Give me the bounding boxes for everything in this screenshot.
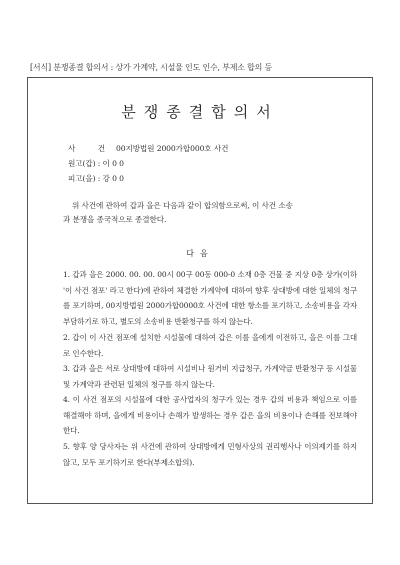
clause-3: 3. 갑과 을은 서로 상대방에 대하여 시설비나 원거비 지급청구, 가계약금 반환청구 등 시설물 및 가계약과 관련된 일체의 청구를 하지 않는다. (63, 364, 357, 389)
intro-line-1: 위 사건에 관하여 갑과 을은 다음과 같이 합의함으로써, 이 사건 소송 (72, 201, 293, 210)
clause-2: 2. 갑이 이 사건 점포에 설치한 시설물에 대하여 갑은 이를 을에게 이전하고, 을은 이를 그대로 인수한다. (63, 333, 357, 358)
clause-1: 1. 갑과 을은 2000. 00. 00. 00시 00구 00동 000-0 소재 0층 건물 중 지상 0층 상가(이하 '이 사건 점포' 라고 한다)에 관하여 체결한 가계약에 대하여 향후 상대방에 대한 일체의 청구를 포기하며, 00지방법원 2000가합0000호 사건에 대한 항소를 포기하고, 소송비용을 각자 부담하기로 하고, 별도의 소송비용 반환청구를 하지 않는다. (63, 270, 357, 326)
case-label (68, 143, 115, 154)
intro-line-2: 과 분쟁을 종국적으로 종결한다. (63, 215, 167, 224)
document-title: 분쟁종결합의서 (121, 103, 279, 121)
plaintiff-line: 원고(갑) : 이 0 0 (68, 159, 124, 168)
clause-5: 5. 향후 양 당사자는 위 사건에 관하여 상대방에게 민형사상의 권리행사나 이의제기를 하지 않고, 모두 포기하기로 한다(부제소합의). (63, 442, 357, 467)
section-title: 다음 (186, 249, 214, 258)
case-value: 00지방법원 2000가합000호 사건 (116, 144, 229, 153)
clause-4: 4. 이 사건 점포의 시설물에 대한 공사업자의 청구가 있는 경우 갑의 비용과 책임으로 이를 해결해야 하며, 을에게 비용이나 손해가 발생하는 경우 갑은 을의 비용이나 손해를 전보해야 한다. (63, 395, 357, 436)
case-label-text: 사 건 (68, 144, 116, 153)
form-caption: [서식] 분쟁종결 합의서 : 상가 가계약, 시설물 인도 인수, 부제소 합의 등 (30, 63, 273, 72)
defendant-line: 피고(을) : 강 0 0 (68, 174, 124, 183)
